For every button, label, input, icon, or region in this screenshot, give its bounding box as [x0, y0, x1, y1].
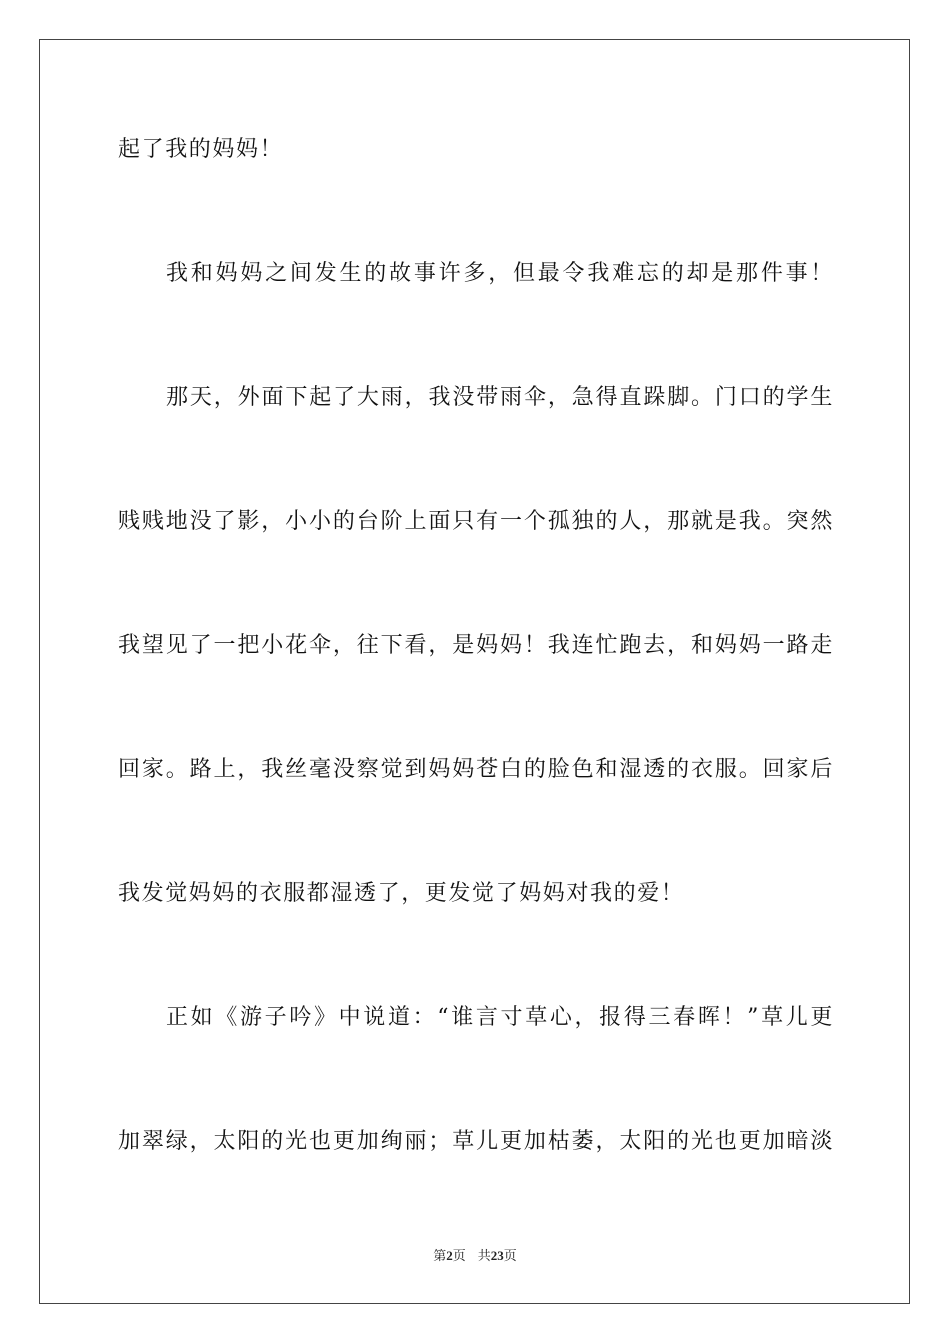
paragraph-start-line: 我和妈妈之间发生的故事许多，但最令我难忘的却是那件事！ [166, 261, 834, 286]
paragraph-start-line: 那天，外面下起了大雨，我没带雨伞，急得直跺脚。门口的学生 [166, 385, 834, 410]
page-footer [0, 1247, 950, 1266]
page-border [39, 39, 910, 1304]
total-label-suffix: 页 [503, 1249, 517, 1264]
page-number: 2 [446, 1248, 453, 1263]
total-pages: 23 [490, 1248, 504, 1263]
text-line: 我发觉妈妈的衣服都湿透了，更发觉了妈妈对我的爱！ [118, 881, 685, 906]
total-label-prefix: 共 [477, 1249, 491, 1264]
text-line: 贱贱地没了影，小小的台阶上面只有一个孤独的人，那就是我。突然 [118, 509, 834, 534]
text-line: 我望见了一把小花伞，往下看，是妈妈！我连忙跑去，和妈妈一路走 [118, 633, 834, 658]
text-line: 回家。路上，我丝毫没察觉到妈妈苍白的脸色和湿透的衣服。回家后 [118, 757, 834, 782]
page-label-suffix: 页 [452, 1249, 466, 1264]
text-line: 起了我的妈妈！ [118, 137, 284, 162]
text-line: 加翠绿，太阳的光也更加绚丽；草儿更加枯萎，太阳的光也更加暗淡 [118, 1129, 834, 1154]
page-label-prefix: 第 [433, 1249, 447, 1264]
paragraph-start-line: 正如《游子吟》中说道：“谁言寸草心，报得三春晖！”草儿更 [166, 1005, 834, 1030]
